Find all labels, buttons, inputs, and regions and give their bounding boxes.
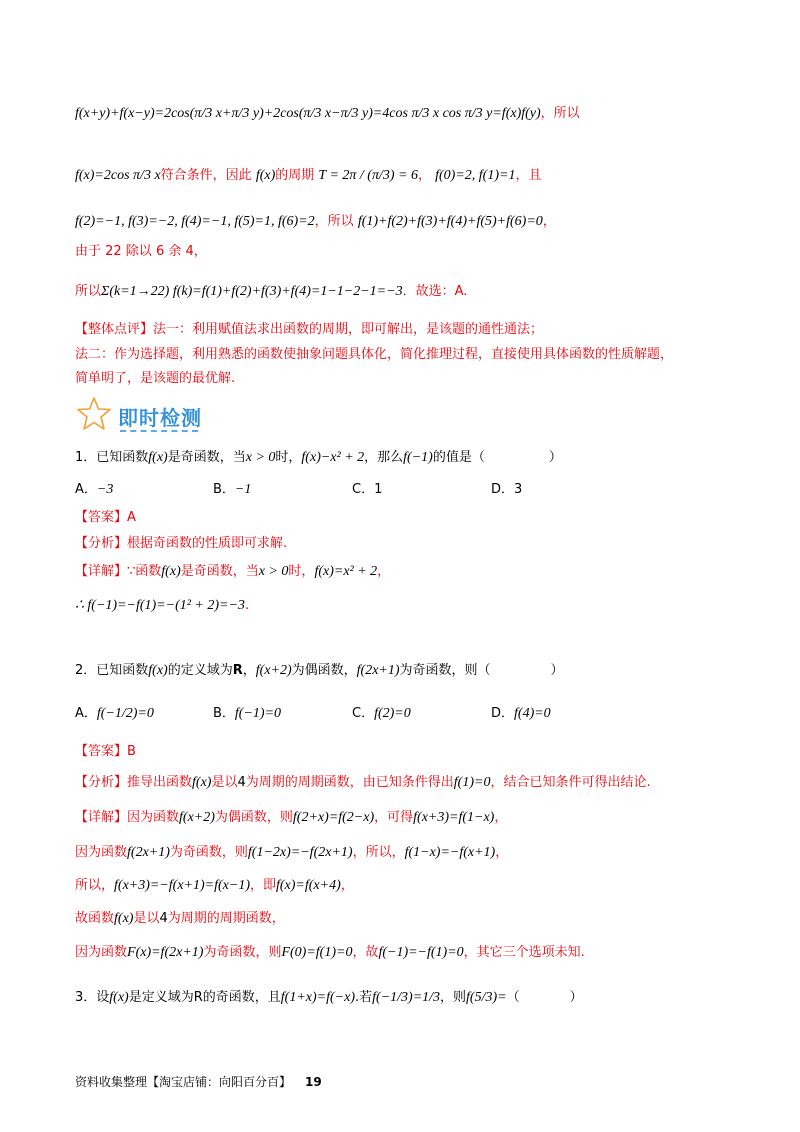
q2-option-b [213, 704, 281, 724]
formula: f(x)−x² + 2 [301, 450, 365, 465]
text: 为周期的周期函数， [167, 911, 285, 926]
text: ， [340, 878, 354, 893]
text: 的定义域为 [167, 663, 233, 678]
text: 是以 [211, 775, 238, 790]
solution-line-3 [75, 212, 556, 232]
review-line-2: 法二：作为选择题，利用熟悉的函数使抽象问题具体化，简化推理过程，直接使用具体函数的性质解题， [75, 347, 674, 362]
text: ∵函数 [127, 564, 162, 579]
option-value: f(2)=0 [374, 706, 411, 721]
option-label: B． [213, 706, 235, 721]
solution-formula: f(x+y)+f(x−y)=2cos(π/3 x+π/3 y)+2cos(π/3 x−π/3 y)=4cos π/3 x cos π/3 y=f(x)f(y) [75, 106, 541, 121]
q2-stem [75, 661, 564, 681]
text: ， [495, 845, 509, 860]
text: ， [417, 168, 431, 183]
formula: 4 [159, 911, 168, 926]
text: 的奇函数，且 [202, 990, 281, 1005]
solution-text: ，所以 [540, 106, 580, 121]
text: ，那么 [364, 450, 404, 465]
formula: f(x)=f(x+4) [276, 878, 341, 893]
formula: f(1)+f(2)+f(3)+f(4)+f(5)+f(6)=0 [357, 214, 543, 229]
formula: f(x) [109, 990, 129, 1005]
text: 因为函数 [127, 810, 180, 825]
star-outline-icon [76, 396, 112, 432]
formula: F(x)=f(2x+1) [127, 945, 204, 960]
text: 所以， [75, 878, 115, 893]
q2-detail-1 [75, 808, 507, 828]
page-footer [75, 1073, 322, 1090]
q3-stem [75, 988, 583, 1008]
text: 时， [288, 564, 315, 579]
text: 是定义域为 [128, 990, 194, 1005]
text: ， [542, 214, 556, 229]
formula: F(0)=f(1)=0 [281, 945, 353, 960]
formula: f(2x+1) [127, 845, 170, 860]
formula: x > 0 [258, 564, 289, 579]
formula: f(x+2) [179, 810, 215, 825]
formula: f(−1) [403, 450, 433, 465]
formula: f(1−2x)=−f(2x+1) [247, 845, 353, 860]
formula: f(x+2) [255, 663, 292, 678]
option-label: A． [75, 482, 97, 497]
text: ， [242, 663, 256, 678]
text: . [244, 598, 250, 613]
formula: f(2x+1) [356, 663, 400, 678]
text: ，且 [515, 168, 542, 183]
text: 故函数 [75, 911, 115, 926]
formula: R [232, 663, 243, 678]
q2-answer [75, 742, 136, 762]
text: ，可得 [374, 810, 414, 825]
formula: f(x) [161, 564, 181, 579]
answer-value: B [127, 744, 136, 759]
solution-line-4: 由于 22 除以 6 余 4， [75, 244, 207, 259]
text: 所以 [75, 284, 102, 299]
detail-label: 【详解】 [75, 810, 128, 825]
formula: Σ(k=1→22) f(k)=f(1)+f(2)+f(3)+f(4)=1−1−2−1=−3 [101, 284, 403, 299]
q1-option-c [352, 480, 382, 500]
formula: ∴ f(−1)=−f(1)=−(1² + 2)=−3 [75, 598, 245, 613]
footer-text: 资料收集整理【淘宝店铺：向阳百分百】 [75, 1075, 292, 1089]
q1-stem [75, 448, 562, 468]
text: ） [569, 990, 583, 1005]
option-label: C． [352, 706, 375, 721]
text: .若 [355, 990, 373, 1005]
formula: f(x+3)=f(1−x) [413, 810, 495, 825]
formula: T = 2π / (π/3) = 6 [318, 168, 418, 183]
formula: f(−1/3)=1/3 [372, 990, 441, 1005]
text: 时， [275, 450, 302, 465]
review-line-1 [75, 320, 543, 340]
formula: f(x) [148, 663, 168, 678]
text: ，所以， [352, 845, 405, 860]
text: 3．设 [75, 990, 110, 1005]
q2-option-c [352, 704, 411, 724]
answer-label: 【答案】 [75, 744, 128, 759]
q1-analysis [75, 534, 287, 554]
text: 1．已知函数 [75, 450, 149, 465]
formula: f(x) [255, 168, 276, 183]
formula: f(2+x)=f(2−x) [292, 810, 375, 825]
formula: x > 0 [245, 450, 276, 465]
text: ，则 [440, 990, 467, 1005]
formula: f(x)=2cos π/3 x [75, 168, 161, 183]
option-label: D． [491, 482, 515, 497]
answer-label: 【答案】 [75, 510, 128, 525]
q2-option-a [75, 704, 154, 724]
text: ．故选：A. [402, 284, 468, 299]
formula: f(x) [192, 775, 212, 790]
option-label: C． [352, 482, 375, 497]
text: ，其它三个选项未知. [463, 945, 585, 960]
q1-detail [75, 562, 390, 582]
q2-detail-2 [75, 843, 508, 863]
text: 是以 [133, 911, 160, 926]
analysis-label: 【分析】 [75, 775, 128, 790]
q2-detail-3 [75, 876, 354, 896]
detail-label: 【详解】 [75, 564, 128, 579]
text: 推导出函数 [127, 775, 193, 790]
text: ，即 [249, 878, 276, 893]
analysis-label: 【分析】 [75, 536, 128, 551]
text: 为周期的周期函数，由已知条件得出 [245, 775, 454, 790]
analysis-text: 根据奇函数的性质即可求解. [127, 536, 288, 551]
formula: f(1+x)=f(−x) [280, 990, 355, 1005]
q2-option-d [491, 704, 551, 724]
option-value: f(4)=0 [514, 706, 551, 721]
text: 为奇函数，则（ [399, 663, 491, 678]
review-label: 【整体点评】 [75, 322, 154, 337]
text: ， [377, 564, 391, 579]
option-value: f(−1)=0 [234, 706, 282, 721]
q1-detail-2 [75, 596, 249, 616]
option-value: f(−1/2)=0 [96, 706, 154, 721]
section-title: 即时检测 [118, 406, 202, 430]
text: 为偶函数，则 [214, 810, 293, 825]
formula: f(x)=x² + 2 [314, 564, 378, 579]
option-value: −1 [234, 482, 252, 497]
answer-value: A [127, 510, 136, 525]
option-value: 1 [374, 482, 383, 497]
text: 是奇函数，当 [167, 450, 246, 465]
text: ） [548, 450, 562, 465]
text: 符合条件，因此 [160, 168, 252, 183]
text: 是奇函数，当 [180, 564, 259, 579]
text: 为奇函数，则 [169, 845, 248, 860]
formula: f(x+3)=−f(x+1)=f(x−1) [114, 878, 250, 893]
text: 的周期 [275, 168, 315, 183]
q2-detail-5 [75, 943, 585, 963]
text: 因为函数 [75, 945, 128, 960]
text: 2．已知函数 [75, 663, 149, 678]
text: ， [494, 810, 508, 825]
page-number: 19 [305, 1075, 322, 1089]
option-label: B． [213, 482, 235, 497]
text: （ [506, 990, 520, 1005]
formula: f(5/3)= [466, 990, 507, 1005]
solution-line-2 [75, 166, 541, 186]
section-title-underline [120, 430, 198, 432]
formula: f(x) [148, 450, 168, 465]
q1-option-b [213, 480, 251, 500]
review-method-1: 法一：利用赋值法求出函数的周期，即可解出，是该题的通性通法； [153, 322, 544, 337]
formula: R [193, 990, 203, 1005]
q1-option-d [491, 480, 522, 500]
text: ） [550, 663, 564, 678]
solution-line-1 [75, 104, 580, 124]
formula: f(1)=0 [453, 775, 491, 790]
option-label: A． [75, 706, 97, 721]
q1-answer [75, 508, 136, 528]
formula: f(x) [114, 911, 134, 926]
formula: 4 [237, 775, 246, 790]
formula: f(−1)=−f(1)=0 [378, 945, 464, 960]
formula: f(1−x)=−f(x+1) [404, 845, 496, 860]
q2-analysis [75, 773, 651, 793]
text: 的值是（ [432, 450, 485, 465]
review-line-3: 简单明了，是该题的最优解. [75, 371, 236, 386]
text: 因为函数 [75, 845, 128, 860]
text: 为偶函数， [291, 663, 357, 678]
option-value: 3 [514, 482, 523, 497]
text: ，故 [352, 945, 379, 960]
formula: f(2)=−1, f(3)=−2, f(4)=−1, f(5)=1, f(6)=2 [75, 214, 315, 229]
option-label: D． [491, 706, 515, 721]
text: 为奇函数，则 [203, 945, 282, 960]
q2-detail-4 [75, 909, 285, 929]
q1-option-a [75, 480, 113, 500]
text: ，结合已知条件可得出结论. [490, 775, 651, 790]
solution-line-5 [75, 282, 467, 302]
text: ，所以 [314, 214, 354, 229]
formula: f(0)=2, f(1)=1 [435, 168, 516, 183]
option-value: −3 [96, 482, 114, 497]
